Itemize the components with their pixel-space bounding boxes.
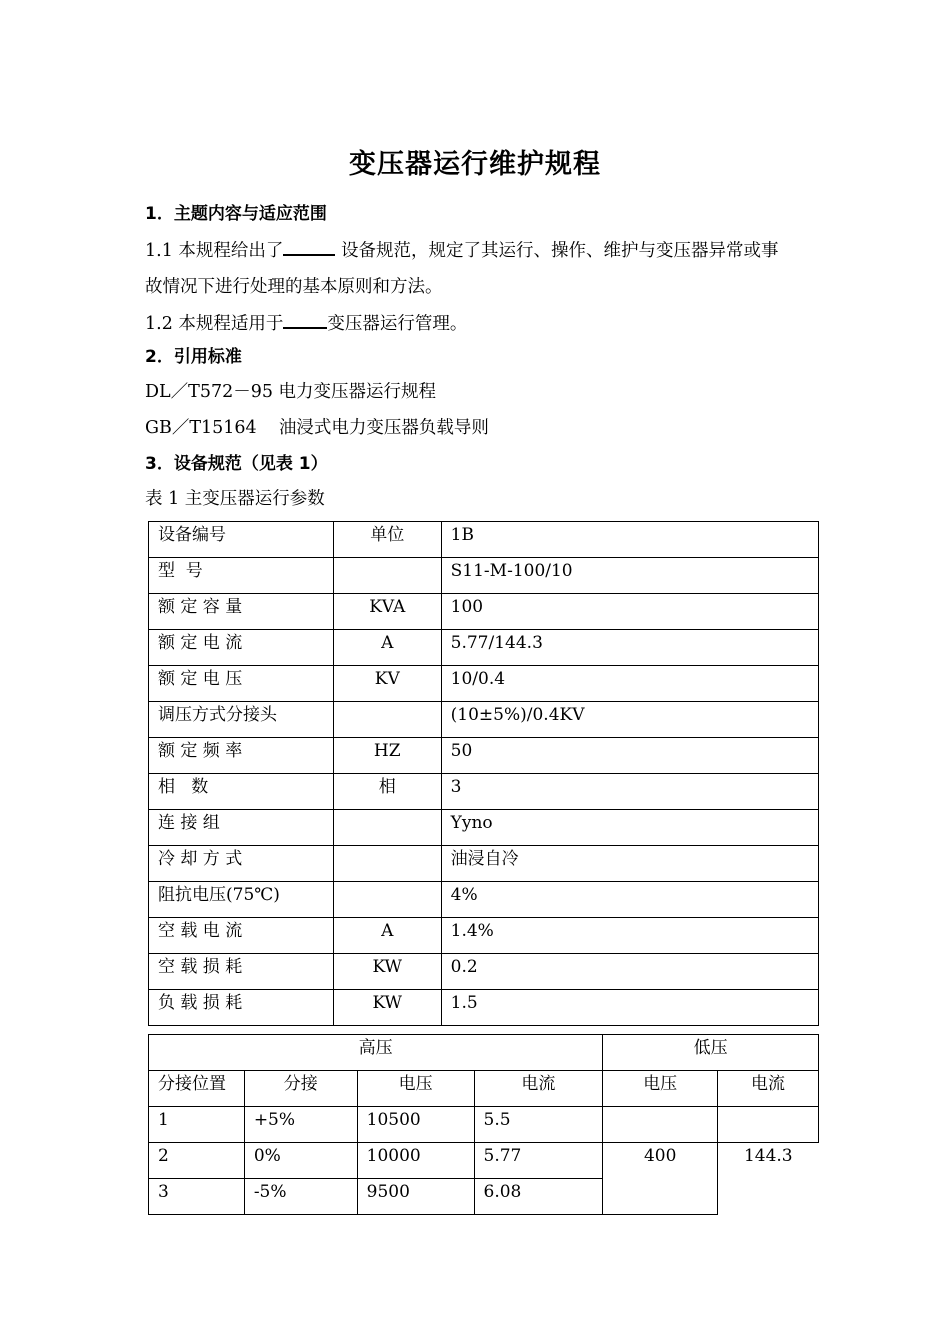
tap-position-cell: 2	[149, 1143, 245, 1179]
unit-cell: A	[333, 918, 441, 954]
parameter-name-cell: 阻抗电压(75℃)	[149, 882, 334, 918]
unit-cell: KVA	[333, 594, 441, 630]
parameter-name-cell: 空 载 电 流	[149, 918, 334, 954]
unit-cell	[333, 702, 441, 738]
parameter-name-cell: 冷 却 方 式	[149, 846, 334, 882]
tap-table	[148, 1034, 819, 1215]
value-cell: 10/0.4	[441, 666, 818, 702]
parameter-name-cell: 设备编号	[149, 522, 334, 558]
current-cell: 5.5	[474, 1107, 603, 1143]
spec-table	[148, 521, 819, 1026]
table-row	[149, 630, 819, 666]
unit-cell	[333, 846, 441, 882]
unit-cell: KW	[333, 990, 441, 1026]
parameter-name-cell: 额 定 电 流	[149, 630, 334, 666]
tap-cell: +5%	[244, 1107, 357, 1143]
table-row	[149, 702, 819, 738]
low-voltage-header: 低压	[603, 1035, 819, 1071]
table-row	[149, 990, 819, 1026]
paragraph-1-1	[145, 237, 778, 263]
paragraph-1-1-end: 设备规范，规定了其运行、操作、维护与变压器异常或事	[335, 241, 779, 261]
paragraph-1-1-continued: 故情况下进行处理的基本原则和方法。	[145, 277, 443, 297]
table-row	[149, 1035, 819, 1071]
low-current-value: 144.3	[718, 1143, 819, 1215]
value-cell: 4%	[441, 882, 818, 918]
value-cell: 1.5	[441, 990, 818, 1026]
value-cell: 0.2	[441, 954, 818, 990]
paragraph-1-2	[145, 310, 467, 336]
column-header: 分接	[244, 1071, 357, 1107]
table-row	[149, 522, 819, 558]
table-row	[149, 810, 819, 846]
section-1-heading: 1．主题内容与适应范围	[145, 204, 327, 224]
tap-position-cell: 3	[149, 1179, 245, 1215]
low-voltage-value: 400	[603, 1143, 718, 1215]
value-cell: 1B	[441, 522, 818, 558]
tap-cell: 0%	[244, 1143, 357, 1179]
value-cell: Yyno	[441, 810, 818, 846]
document-title: 变压器运行维护规程	[349, 149, 601, 180]
unit-cell: 相	[333, 774, 441, 810]
unit-cell	[333, 882, 441, 918]
table-row	[149, 594, 819, 630]
unit-cell: A	[333, 630, 441, 666]
empty-cell	[603, 1107, 718, 1143]
table-row	[149, 846, 819, 882]
table-row	[149, 1143, 819, 1179]
value-cell: 5.77/144.3	[441, 630, 818, 666]
column-header: 电压	[603, 1071, 718, 1107]
blank-underline	[283, 310, 327, 329]
paragraph-1-2-end: 变压器运行管理。	[327, 314, 468, 334]
table-row	[149, 918, 819, 954]
standard-item: DL／T572－95 电力变压器运行规程	[145, 382, 437, 402]
column-header: 电流	[474, 1071, 603, 1107]
table-row	[149, 558, 819, 594]
standard-item: GB／T15164 油浸式电力变压器负载导则	[145, 418, 489, 438]
current-cell: 5.77	[474, 1143, 603, 1179]
current-cell: 6.08	[474, 1179, 603, 1215]
parameter-name-cell: 相 数	[149, 774, 334, 810]
parameter-name-cell: 型 号	[149, 558, 334, 594]
table-row	[149, 774, 819, 810]
value-cell: 油浸自冷	[441, 846, 818, 882]
value-cell: 50	[441, 738, 818, 774]
unit-cell: KW	[333, 954, 441, 990]
column-header: 分接位置	[149, 1071, 245, 1107]
section-3-heading: 3．设备规范（见表 1）	[145, 454, 328, 474]
blank-underline	[283, 237, 335, 256]
empty-cell	[718, 1107, 819, 1143]
voltage-cell: 10500	[357, 1107, 474, 1143]
table-row	[149, 738, 819, 774]
column-header: 电流	[718, 1071, 819, 1107]
parameter-name-cell: 空 载 损 耗	[149, 954, 334, 990]
unit-cell: KV	[333, 666, 441, 702]
unit-cell: 单位	[333, 522, 441, 558]
parameter-name-cell: 负 载 损 耗	[149, 990, 334, 1026]
table-row	[149, 954, 819, 990]
section-2-heading: 2．引用标准	[145, 347, 242, 367]
unit-cell: HZ	[333, 738, 441, 774]
parameter-name-cell: 调压方式分接头	[149, 702, 334, 738]
unit-cell	[333, 558, 441, 594]
parameter-name-cell: 额 定 电 压	[149, 666, 334, 702]
value-cell: (10±5%)/0.4KV	[441, 702, 818, 738]
high-voltage-header: 高压	[149, 1035, 603, 1071]
tap-cell: -5%	[244, 1179, 357, 1215]
table-row	[149, 882, 819, 918]
table-caption: 表 1 主变压器运行参数	[145, 489, 325, 509]
voltage-cell: 10000	[357, 1143, 474, 1179]
paragraph-1-1-start: 1.1 本规程给出了	[145, 241, 284, 261]
table-row	[149, 1071, 819, 1107]
parameter-name-cell: 额 定 频 率	[149, 738, 334, 774]
table-row	[149, 666, 819, 702]
parameter-name-cell: 连 接 组	[149, 810, 334, 846]
parameter-name-cell: 额 定 容 量	[149, 594, 334, 630]
value-cell: 100	[441, 594, 818, 630]
paragraph-1-2-start: 1.2 本规程适用于	[145, 314, 284, 334]
unit-cell	[333, 810, 441, 846]
table-row	[149, 1107, 819, 1143]
value-cell: S11-M-100/10	[441, 558, 818, 594]
value-cell: 1.4%	[441, 918, 818, 954]
column-header: 电压	[357, 1071, 474, 1107]
voltage-cell: 9500	[357, 1179, 474, 1215]
value-cell: 3	[441, 774, 818, 810]
tap-position-cell: 1	[149, 1107, 245, 1143]
